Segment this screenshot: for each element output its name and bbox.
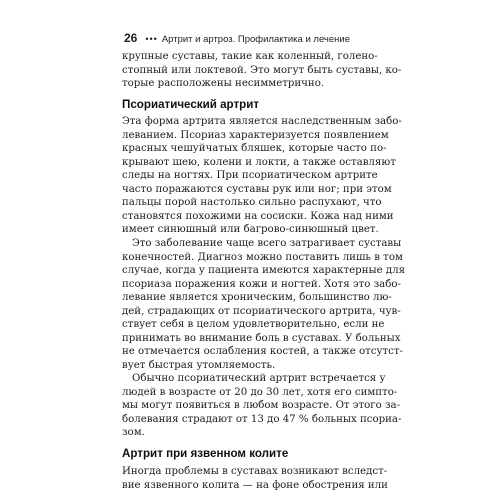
text-line: псориаза поражения кожи и ногтей. Хотя это забо- (122, 278, 401, 290)
text-line: становятся похожими на сосиски. Кожа над ними (122, 210, 394, 222)
section-heading-psoriatic: Псориатический артрит (122, 98, 260, 111)
paragraph-2 (122, 237, 406, 372)
text-line: Иногда проблемы в суставах возникают вследст- (122, 466, 388, 477)
text-line: конечностей. Диагноз можно поставить лишь в том (122, 251, 403, 263)
book-title: Артрит и артроз. Профилактика и лечение (161, 34, 350, 45)
text-line: стопный или локтевой. Это могут быть суставы, ко- (122, 64, 402, 76)
text-line: вует быстрая утомляемость. (122, 359, 276, 371)
header-dots: ••• (145, 34, 158, 44)
text-line: крупные суставы, такие как коленный, голено- (122, 51, 378, 62)
text-line: не отмечается ослабления костей, а также отсутст- (122, 346, 403, 357)
page-number: 26 (124, 31, 138, 45)
text-line: зом. (122, 427, 145, 438)
text-line: Это заболевание чаще всего затрагивает суставы (132, 238, 402, 249)
text-line: мы могут появиться в любом возрасте. От этого за- (122, 400, 401, 411)
text-line: вие язвенного колита — на фоне обострения или (122, 479, 388, 491)
text-line: Обычно псориатический артрит встречается у (132, 373, 386, 384)
text-line: левание является хроническим, большинство лю- (122, 292, 392, 303)
text-line: Эта форма артрита является наследственным забо- (122, 116, 402, 127)
text-line: дей, страдающих от псориатического артрита, чув- (122, 305, 401, 317)
text-line: красных чешуйчатых бляшек, которые часто по- (122, 143, 387, 154)
text-line: следы на ногтях. При псориатическом артрите (122, 170, 378, 181)
text-line: торые расположены несимметрично. (122, 78, 325, 89)
text-line: имеет синюшный или багрово-синюшный цвет. (122, 224, 379, 235)
text-line: ствует себя в целом удовлетворительно, если не (122, 319, 385, 330)
text-line: крывают шею, колени и локти, а также оставляют (122, 156, 396, 168)
paragraph-3 (122, 372, 402, 440)
text-line: часто поражаются суставы рук или ног; при этом (122, 183, 392, 195)
text-line: болевания страдают от 13 до 47 % больных псориа- (122, 413, 402, 425)
paragraph-0 (122, 50, 402, 91)
text-line: людей в возрасте от 20 до 30 лет, хотя его симпто- (122, 386, 398, 398)
paragraph-4 (122, 465, 388, 492)
running-header (124, 31, 384, 45)
paragraph-1 (122, 115, 402, 237)
text-line: леванием. Псориаз характеризуется появлением (122, 129, 389, 141)
section-heading-colitis: Артрит при язвенном колите (122, 447, 289, 460)
text-line: пальцы порой настолько сильно распухают, что (122, 197, 382, 208)
text-line: случае, когда у пациента имеются характерные для (122, 265, 406, 276)
text-line: принимать во внимание боль в суставах. У больных (122, 332, 401, 344)
